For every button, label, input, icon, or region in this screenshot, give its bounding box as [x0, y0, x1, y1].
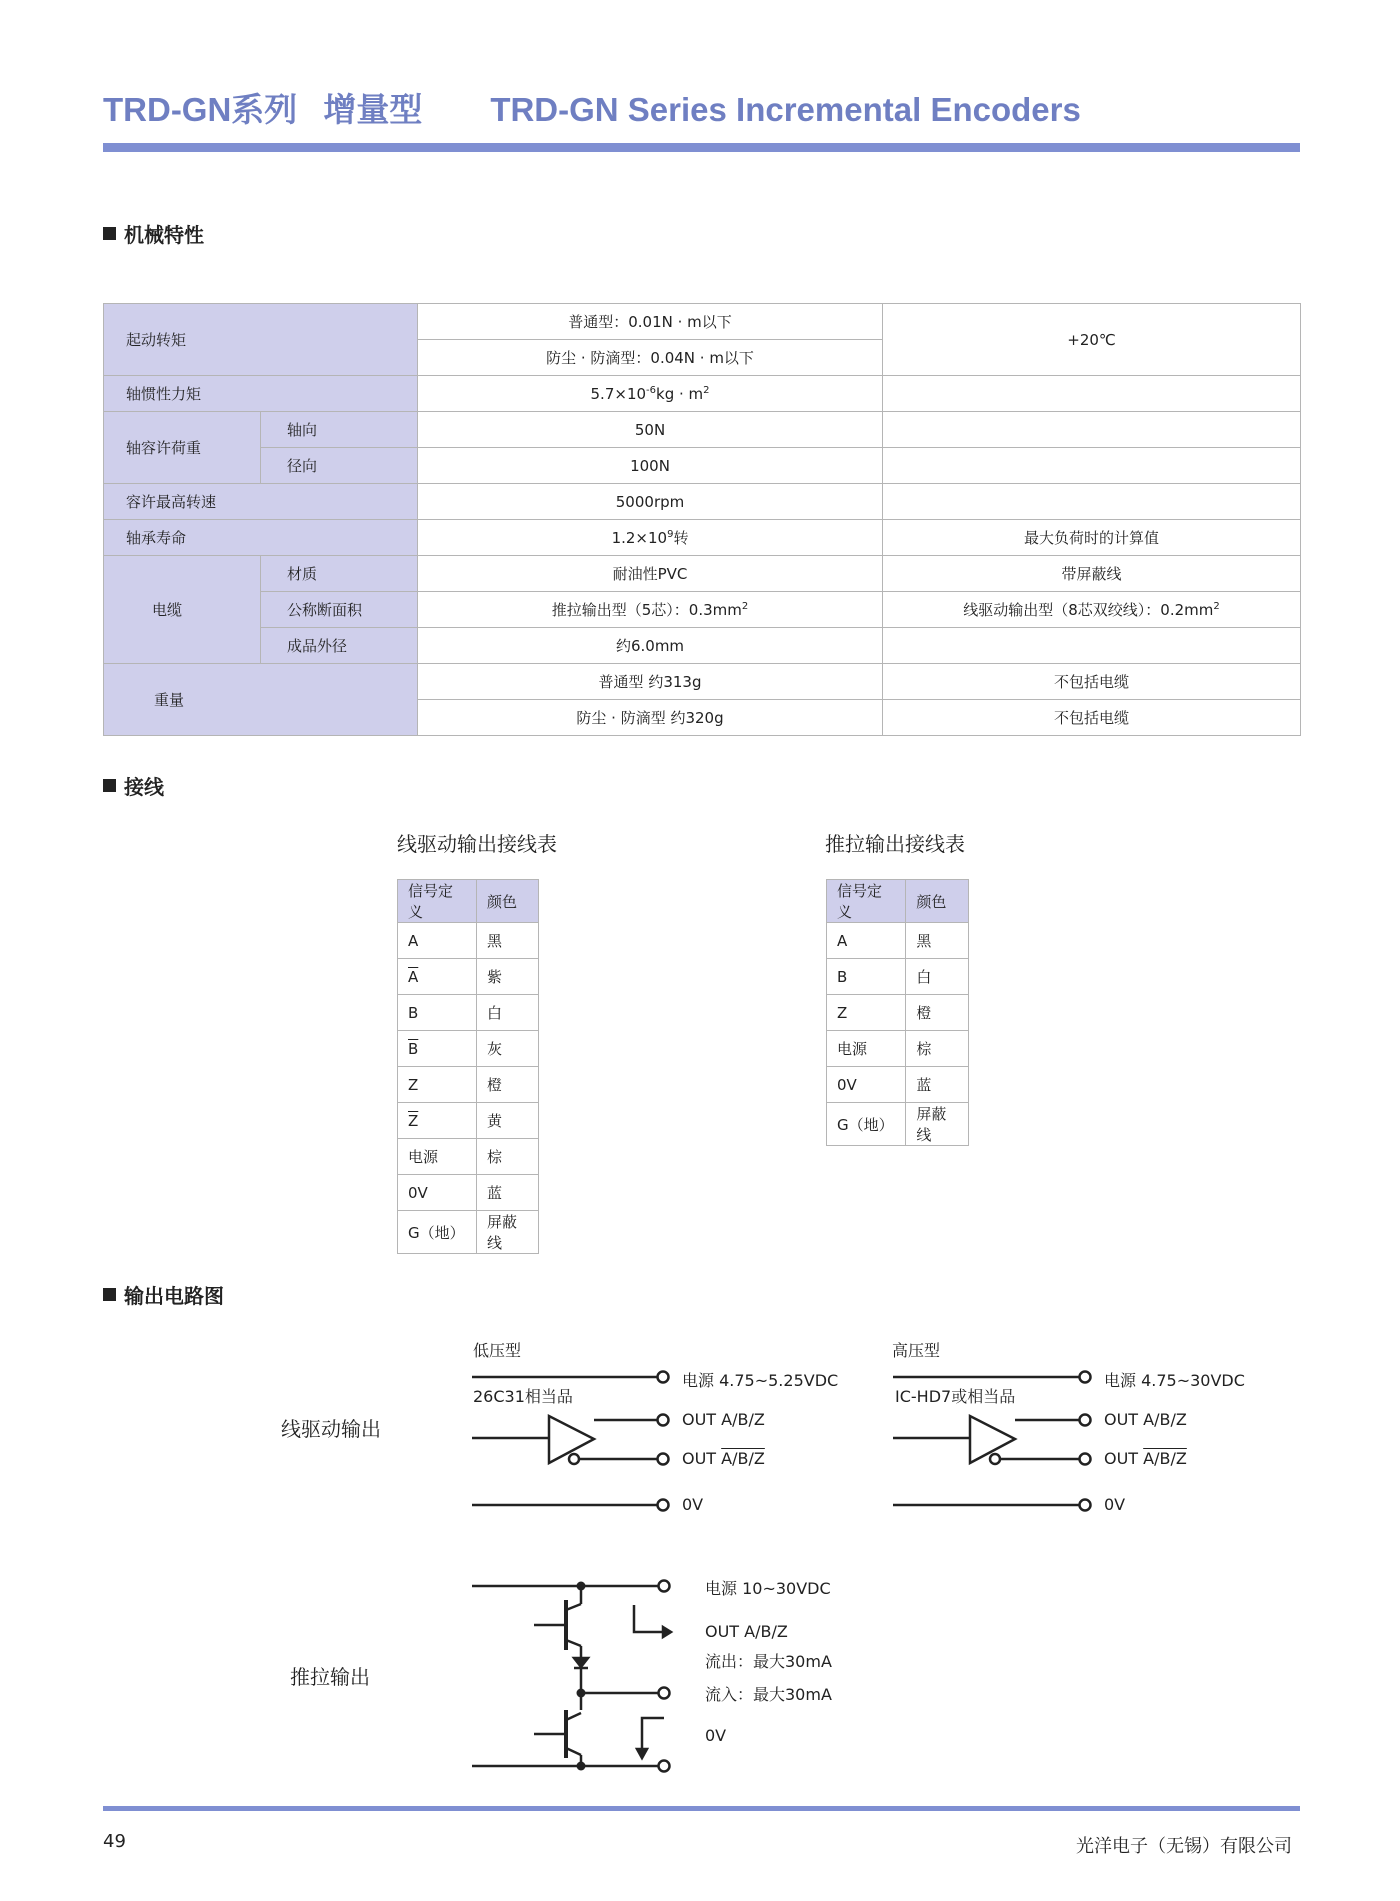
- low-zero-label: 0V: [682, 1495, 704, 1514]
- pp-zero-label: 0V: [705, 1726, 727, 1745]
- high-zero-label: 0V: [1104, 1495, 1126, 1514]
- value-exp: -6: [646, 384, 657, 396]
- header-color: 颜色: [906, 880, 969, 923]
- spec-sublabel: 径向: [261, 448, 418, 484]
- signal-cell: 0V: [398, 1175, 477, 1211]
- high-voltage-circuit: [893, 1372, 1091, 1511]
- color-cell: 蓝: [477, 1175, 539, 1211]
- signal-cell: B: [398, 995, 477, 1031]
- spec-value: 普通型 约313g: [418, 664, 883, 700]
- spec-value: 5000rpm: [418, 484, 883, 520]
- spec-note: 不包括电缆: [883, 700, 1301, 736]
- page-number: 49: [103, 1831, 126, 1852]
- signal-cell: Z: [827, 995, 906, 1031]
- value-exp: 2: [741, 601, 749, 612]
- header-series: TRD-GN系列: [103, 91, 298, 128]
- high-out-label: OUT A/B/Z: [1104, 1410, 1187, 1429]
- header-type: 增量型: [323, 91, 423, 128]
- spec-value: 100N: [418, 448, 883, 484]
- header-english: TRD-GN Series Incremental Encoders: [490, 91, 1081, 128]
- color-cell: 蓝: [906, 1067, 969, 1103]
- push-pull-label: 推拉输出: [290, 1665, 370, 1689]
- spec-label: 起动转矩: [104, 304, 418, 376]
- signal-cell: $\overline{A}$: [398, 959, 477, 995]
- low-voltage-chip: 26C31相当品: [473, 1387, 573, 1406]
- spec-note: +20℃: [883, 304, 1301, 376]
- low-power-label: 电源 4.75~5.25VDC: [682, 1371, 839, 1390]
- header-signal: 信号定义: [827, 880, 906, 923]
- signal-cell: 0V: [827, 1067, 906, 1103]
- spec-value: 防尘 · 防滴型 约320g: [418, 700, 883, 736]
- low-voltage-circuit: [472, 1372, 669, 1511]
- signal-cell: Z: [398, 1067, 477, 1103]
- section-title: 机械特性: [124, 223, 204, 247]
- value-base: 1.2×10: [611, 529, 668, 547]
- value-unit-exp: 2: [703, 384, 710, 396]
- header-signal: 信号定义: [398, 880, 477, 923]
- color-cell: 屏蔽线: [477, 1211, 539, 1254]
- spec-label: 电缆: [104, 556, 261, 664]
- spec-note: 带屏蔽线: [883, 556, 1301, 592]
- spec-label: 轴惯性力矩: [104, 376, 418, 412]
- company-name: 光洋电子（无锡）有限公司: [1076, 1836, 1292, 1857]
- high-voltage-chip: IC-HD7或相当品: [895, 1387, 1016, 1406]
- note-text: 线驱动输出型（8芯双绞线）：0.2mm: [963, 601, 1214, 619]
- color-cell: 棕: [906, 1031, 969, 1067]
- out-bar-text: OUT A/B/Z: [682, 1449, 765, 1468]
- color-cell: 黄: [477, 1103, 539, 1139]
- footer-bar: [103, 1806, 1300, 1811]
- color-cell: 黑: [477, 923, 539, 959]
- push-pull-table-title: 推拉输出接线表: [825, 832, 965, 856]
- section-title: 输出电路图: [124, 1284, 224, 1308]
- spec-note: 最大负荷时的计算值: [883, 520, 1301, 556]
- color-cell: 棕: [477, 1139, 539, 1175]
- signal-cell: $\overline{Z}$: [398, 1103, 477, 1139]
- signal-cell: G（地）: [398, 1211, 477, 1254]
- spec-value: 耐油性PVC: [418, 556, 883, 592]
- signal-cell: $\overline{B}$: [398, 1031, 477, 1067]
- out-bar-text: OUT A/B/Z: [1104, 1449, 1187, 1468]
- color-cell: 屏蔽线: [906, 1103, 969, 1146]
- spec-value: 普通型：0.01N · m以下: [418, 304, 883, 340]
- pp-sink-label: 流入：最大30mA: [705, 1685, 832, 1704]
- line-driver-label: 线驱动输出: [281, 1417, 381, 1441]
- value-unit: kg · m: [656, 384, 704, 403]
- pp-power-label: 电源 10~30VDC: [705, 1579, 831, 1598]
- color-cell: 黑: [906, 923, 969, 959]
- spec-sublabel: 轴向: [261, 412, 418, 448]
- color-cell: 橙: [477, 1067, 539, 1103]
- color-cell: 紫: [477, 959, 539, 995]
- note-exp: 2: [1213, 601, 1220, 612]
- color-cell: 橙: [906, 995, 969, 1031]
- section-title: 接线: [124, 775, 164, 799]
- spec-label: 重量: [104, 664, 418, 736]
- line-driver-table-title: 线驱动输出接线表: [397, 832, 557, 856]
- spec-label: 轴承寿命: [104, 520, 418, 556]
- value-unit: 转: [673, 529, 689, 547]
- value-base: 5.7×10: [590, 384, 647, 403]
- low-out-label: OUT A/B/Z: [682, 1410, 765, 1429]
- spec-label: 轴容许荷重: [104, 412, 261, 484]
- value-exp: 9: [667, 529, 674, 540]
- signal-cell: G（地）: [827, 1103, 906, 1146]
- spec-value: 约6.0mm: [418, 628, 883, 664]
- signal-cell: B: [827, 959, 906, 995]
- high-power-label: 电源 4.75~30VDC: [1104, 1371, 1245, 1390]
- spec-value: 50N: [418, 412, 883, 448]
- low-voltage-title: 低压型: [473, 1341, 522, 1360]
- spec-sublabel: 材质: [261, 556, 418, 592]
- spec-note: 不包括电缆: [883, 664, 1301, 700]
- header-color: 颜色: [477, 880, 539, 923]
- color-cell: 白: [477, 995, 539, 1031]
- spec-value: 防尘 · 防滴型：0.04N · m以下: [418, 340, 883, 376]
- signal-cell: A: [398, 923, 477, 959]
- signal-cell: A: [827, 923, 906, 959]
- push-pull-circuit: [472, 1581, 671, 1772]
- signal-cell: 电源: [398, 1139, 477, 1175]
- spec-sublabel: 公称断面积: [261, 592, 418, 628]
- spec-label: 容许最高转速: [104, 484, 418, 520]
- pp-source-label: 流出：最大30mA: [705, 1652, 832, 1671]
- value-text: 推拉输出型（5芯）：0.3mm: [551, 601, 742, 619]
- color-cell: 灰: [477, 1031, 539, 1067]
- signal-cell: 电源: [827, 1031, 906, 1067]
- spec-sublabel: 成品外径: [261, 628, 418, 664]
- pp-out-label: OUT A/B/Z: [705, 1622, 788, 1641]
- color-cell: 白: [906, 959, 969, 995]
- high-voltage-title: 高压型: [892, 1341, 941, 1360]
